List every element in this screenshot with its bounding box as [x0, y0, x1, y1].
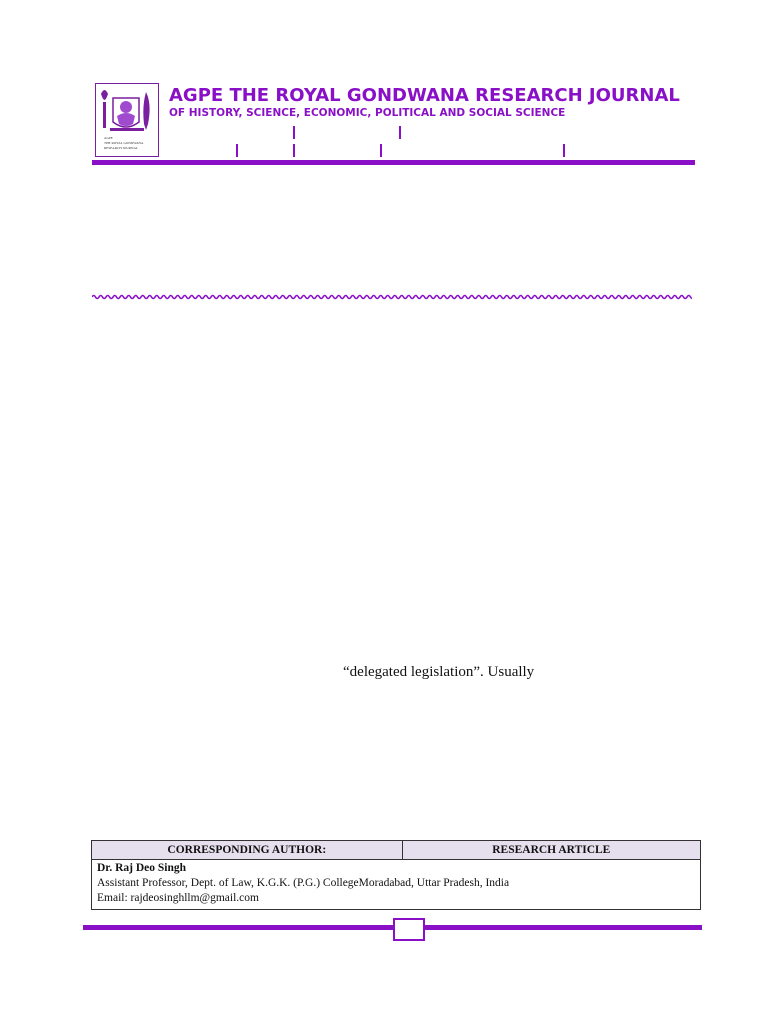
- journal-logo: [95, 83, 159, 157]
- logo-text-3: RESEARCH JOURNAL: [104, 146, 139, 150]
- author-details-cell: [92, 860, 701, 910]
- body-text-fragment: “delegated legislation”. Usually: [343, 664, 535, 680]
- logo-text-1: AGPE: [104, 136, 113, 140]
- header-separator: [293, 126, 295, 139]
- research-article-header: RESEARCH ARTICLE: [402, 841, 700, 860]
- journal-title: AGPE THE ROYAL GONDWANA RESEARCH JOURNAL: [169, 85, 680, 106]
- emblem-icon: [96, 84, 158, 156]
- header-separator: [399, 126, 401, 139]
- wavy-divider: [92, 289, 692, 303]
- header-separator: [380, 144, 382, 157]
- header-separator: [236, 144, 238, 157]
- author-name: Dr. Raj Deo Singh: [97, 862, 187, 874]
- header-divider: [92, 160, 695, 165]
- header-separator: [563, 144, 565, 157]
- author-info-table: [91, 840, 701, 910]
- footer-divider-left: [83, 925, 393, 930]
- footer-divider-right: [425, 925, 702, 930]
- wave-line: [92, 289, 692, 303]
- journal-subtitle: OF HISTORY, SCIENCE, ECONOMIC, POLITICAL AND SOCIAL SCIENCE: [169, 107, 566, 119]
- logo-text-2: THE ROYAL GONDWANA: [104, 141, 144, 145]
- corresponding-author-header: CORRESPONDING AUTHOR:: [92, 841, 403, 860]
- author-affiliation: Assistant Professor, Dept. of Law, K.G.K. (P.G.) CollegeMoradabad, Uttar Pradesh, India: [97, 877, 510, 889]
- page-number-box: [393, 918, 425, 941]
- header-separator: [293, 144, 295, 157]
- author-email[interactable]: Email: rajdeosinghllm@gmail.com: [97, 892, 259, 904]
